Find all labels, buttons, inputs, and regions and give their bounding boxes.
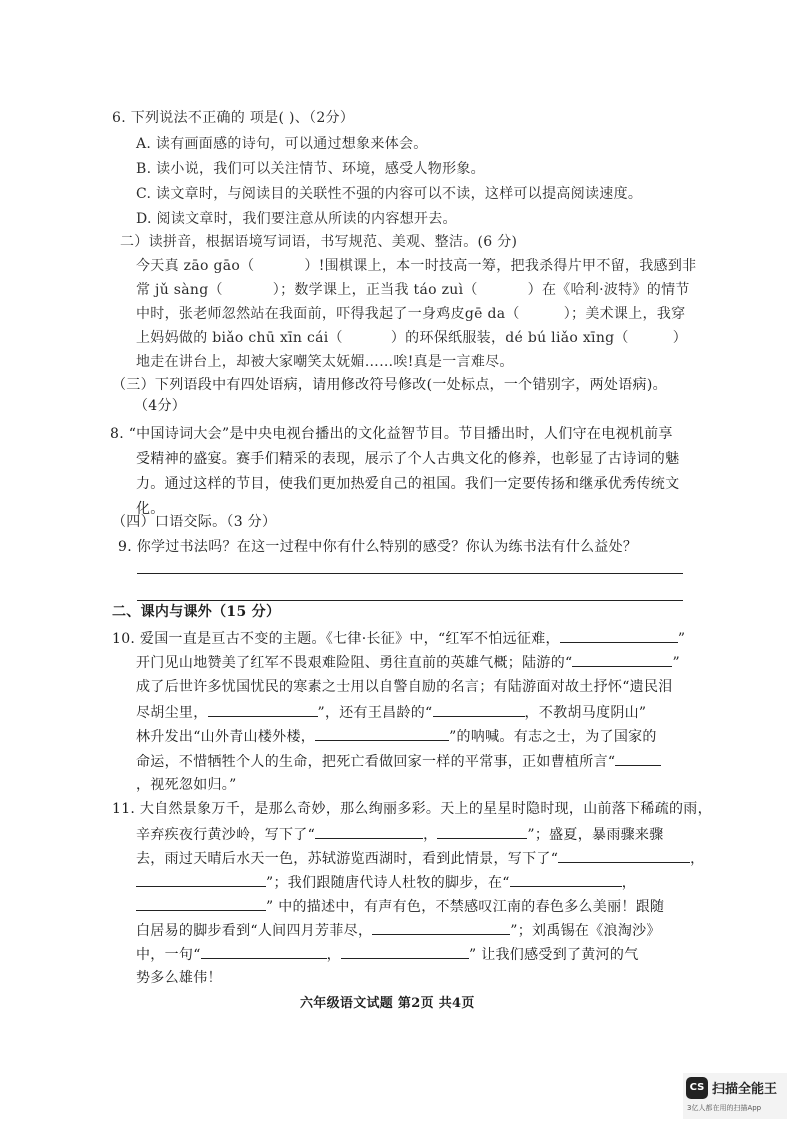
fill-blank[interactable] — [201, 944, 327, 959]
q10-text: ”的呐喊。有志之士，为了国家的 — [449, 729, 657, 745]
q8-paragraph-line: 受精神的盛宴。赛手们精采的表现，展示了个人古典文化的修养，也彰显了古诗词的魅 — [136, 451, 680, 467]
fill-blank[interactable] — [510, 872, 622, 887]
q11-text: ”；刘禹锡在《浪淘沙》 — [510, 923, 661, 939]
q7-line-4 — [136, 328, 687, 348]
q10-text: ” — [672, 655, 680, 671]
q10-line-2 — [136, 652, 680, 673]
q6-stem: 6. 下列说法不正确的 项是( )、（2分） — [112, 110, 355, 126]
q11-line-5 — [136, 896, 664, 917]
fill-blank[interactable] — [437, 824, 527, 839]
q7-line-5: 地走在讲台上，却被大家嘲笑太妩媚……唉!真是一言难尽。 — [136, 354, 514, 370]
q6-option-c: C. 读文章时，与阅读目的关联性不强的内容可以不读，这样可以提高阅读速度。 — [136, 186, 643, 202]
q10-text: ，不教胡马度阴山” — [524, 705, 647, 721]
q7-line-3 — [136, 304, 685, 324]
q11-line-2 — [136, 824, 664, 845]
page-footer: 六年级语文试题 第2页 共4页 — [300, 996, 475, 1011]
q11-text: 白居易的脚步看到“人间四月芳菲尽， — [136, 923, 373, 939]
q7-text: ）的环保纸服装，dé bú liǎo xīng（ — [390, 330, 629, 346]
q10-line-3: 成了后世许多忧国忧民的寒素之士用以自警自励的名言；有陆游面对故土抒怀“遗民泪 — [136, 679, 673, 695]
q9-question: 9. 你学过书法吗？在这一过程中你有什么特别的感受？你认为练书法有什么益处？ — [118, 539, 638, 555]
q11-text: 中，一句“ — [136, 947, 201, 963]
q7-text: ）在《哈利·波特》的情节 — [527, 282, 690, 298]
q7-text: 中时，张老师忽然站在我面前，吓得我起了一身鸡皮gē da（ — [136, 306, 520, 322]
q11-line-1: 11. 大自然景象万千，是那么奇妙，那么绚丽多彩。天上的星星时隐时现，山前落下稀疏的雨， — [112, 801, 712, 817]
q7-text: 上妈妈做的 biǎo chū xīn cái（ — [136, 330, 343, 346]
q7-text: ）!围棋课上，本一时技高一筹，把我杀得片甲不留，我感到非 — [304, 258, 697, 274]
q10-text: 开门见山地赞美了红军不畏艰难险阻、勇往直前的英雄气概；陆游的“ — [136, 655, 573, 671]
q10-text: 命运，不惜牺牲个人的生命，把死亡看做回家一样的平常事，正如曹植所言“ — [136, 754, 616, 770]
watermark-tagline: 3亿人都在用的扫描App — [687, 1104, 762, 1112]
q11-line-3 — [136, 848, 704, 869]
q6-option-d: D. 阅读文章时，我们要注意从所读的内容想开去。 — [136, 211, 457, 227]
q11-line-7 — [136, 944, 639, 965]
q10-text: 10. 爱国一直是亘古不变的主题。《七律·长征》中，“红军不怕远征难， — [112, 631, 560, 647]
q11-line-6 — [136, 920, 661, 941]
fill-blank[interactable] — [433, 702, 525, 717]
section-heading: 二、课内与课外（15 分） — [112, 604, 281, 620]
fill-blank[interactable] — [572, 652, 672, 667]
q11-text: ， — [621, 875, 637, 891]
fill-blank[interactable] — [315, 824, 423, 839]
q10-line-4 — [136, 702, 646, 723]
q8-score: （4分） — [134, 398, 187, 414]
q7-text: ）；数学课上，正当我 táo zuì（ — [272, 282, 478, 298]
fill-blank[interactable] — [315, 726, 449, 741]
q7-text: 今天真 zāo gāo（ — [136, 258, 255, 274]
q6-option-b: B. 读小说，我们可以关注情节、环境，感受人物形象。 — [136, 161, 485, 177]
q10-line-6 — [136, 751, 661, 772]
q11-text: ” 中的描述中，有声有色，不禁感叹江南的春色多么美丽！跟随 — [266, 899, 665, 915]
q11-text: ， — [423, 827, 438, 843]
q7-heading: 二）读拼音，根据语境写词语，书写规范、美观、整洁。(6 分) — [120, 234, 518, 250]
q10-text: 林升发出“山外青山楼外楼， — [136, 729, 316, 745]
fill-blank[interactable] — [136, 872, 266, 887]
q10-line-5 — [136, 726, 657, 747]
q7-text: ） — [672, 330, 688, 346]
q10-line-1 — [112, 628, 685, 649]
answer-line[interactable] — [137, 600, 683, 601]
q8-paragraph-line: 力。通过这样的节目，使我们更加热爱自己的祖国。我们一定要传扬和继承优秀传统文 — [136, 476, 680, 492]
q11-line-8: 势多么雄伟！ — [136, 970, 222, 986]
fill-blank[interactable] — [558, 848, 690, 863]
watermark-app-name: 扫描全能王 — [712, 1082, 778, 1097]
q10-text: ”，还有王昌龄的“ — [317, 705, 433, 721]
fill-blank[interactable] — [615, 751, 661, 766]
q9-heading: （四）口语交际。（3 分） — [112, 514, 277, 530]
q10-text: 尽胡尘里， — [136, 705, 208, 721]
q11-text: ”；我们跟随唐代诗人杜牧的脚步，在“ — [266, 875, 510, 891]
q8-paragraph-line: 8. “中国诗词大会”是中央电视台播出的文化益智节目。节目播出时，人们守在电视机前享 — [110, 426, 673, 442]
q11-text: 去，雨过天晴后水天一色，苏轼游览西湖时，看到此情景，写下了“ — [136, 851, 559, 867]
q11-text: ， — [690, 851, 705, 867]
q11-text: 辛弃疾夜行黄沙岭，写下了“ — [136, 827, 316, 843]
scanner-watermark — [683, 1073, 787, 1119]
q8-heading: （三）下列语段中有四处语病，请用修改符号修改(一处标点，一个错别字，两处语病)。 — [112, 377, 667, 393]
q11-line-4 — [136, 872, 636, 893]
fill-blank[interactable] — [136, 896, 266, 911]
q11-text: ， — [326, 947, 341, 963]
q11-text: ” 让我们感受到了黄河的气 — [468, 947, 639, 963]
fill-blank[interactable] — [372, 920, 510, 935]
q10-text: ” — [677, 631, 686, 647]
q8-paragraph-line: 化。 — [136, 501, 165, 517]
q6-option-a: A. 读有画面感的诗句，可以通过想象来体会。 — [136, 136, 428, 152]
q7-line-2 — [136, 280, 690, 300]
camscanner-logo-icon: CS — [686, 1077, 708, 1099]
fill-blank[interactable] — [560, 628, 678, 643]
q7-line-1 — [136, 256, 696, 276]
answer-line[interactable] — [137, 573, 683, 574]
fill-blank[interactable] — [341, 944, 469, 959]
q10-line-7: ，视死忽如归。” — [136, 777, 237, 793]
q7-text: ）；美术课上，我穿 — [563, 306, 686, 322]
fill-blank[interactable] — [208, 702, 318, 717]
q11-text: ”；盛夏，暴雨骤来骤 — [527, 827, 664, 843]
q7-text: 常 jǔ sàng（ — [136, 282, 223, 298]
